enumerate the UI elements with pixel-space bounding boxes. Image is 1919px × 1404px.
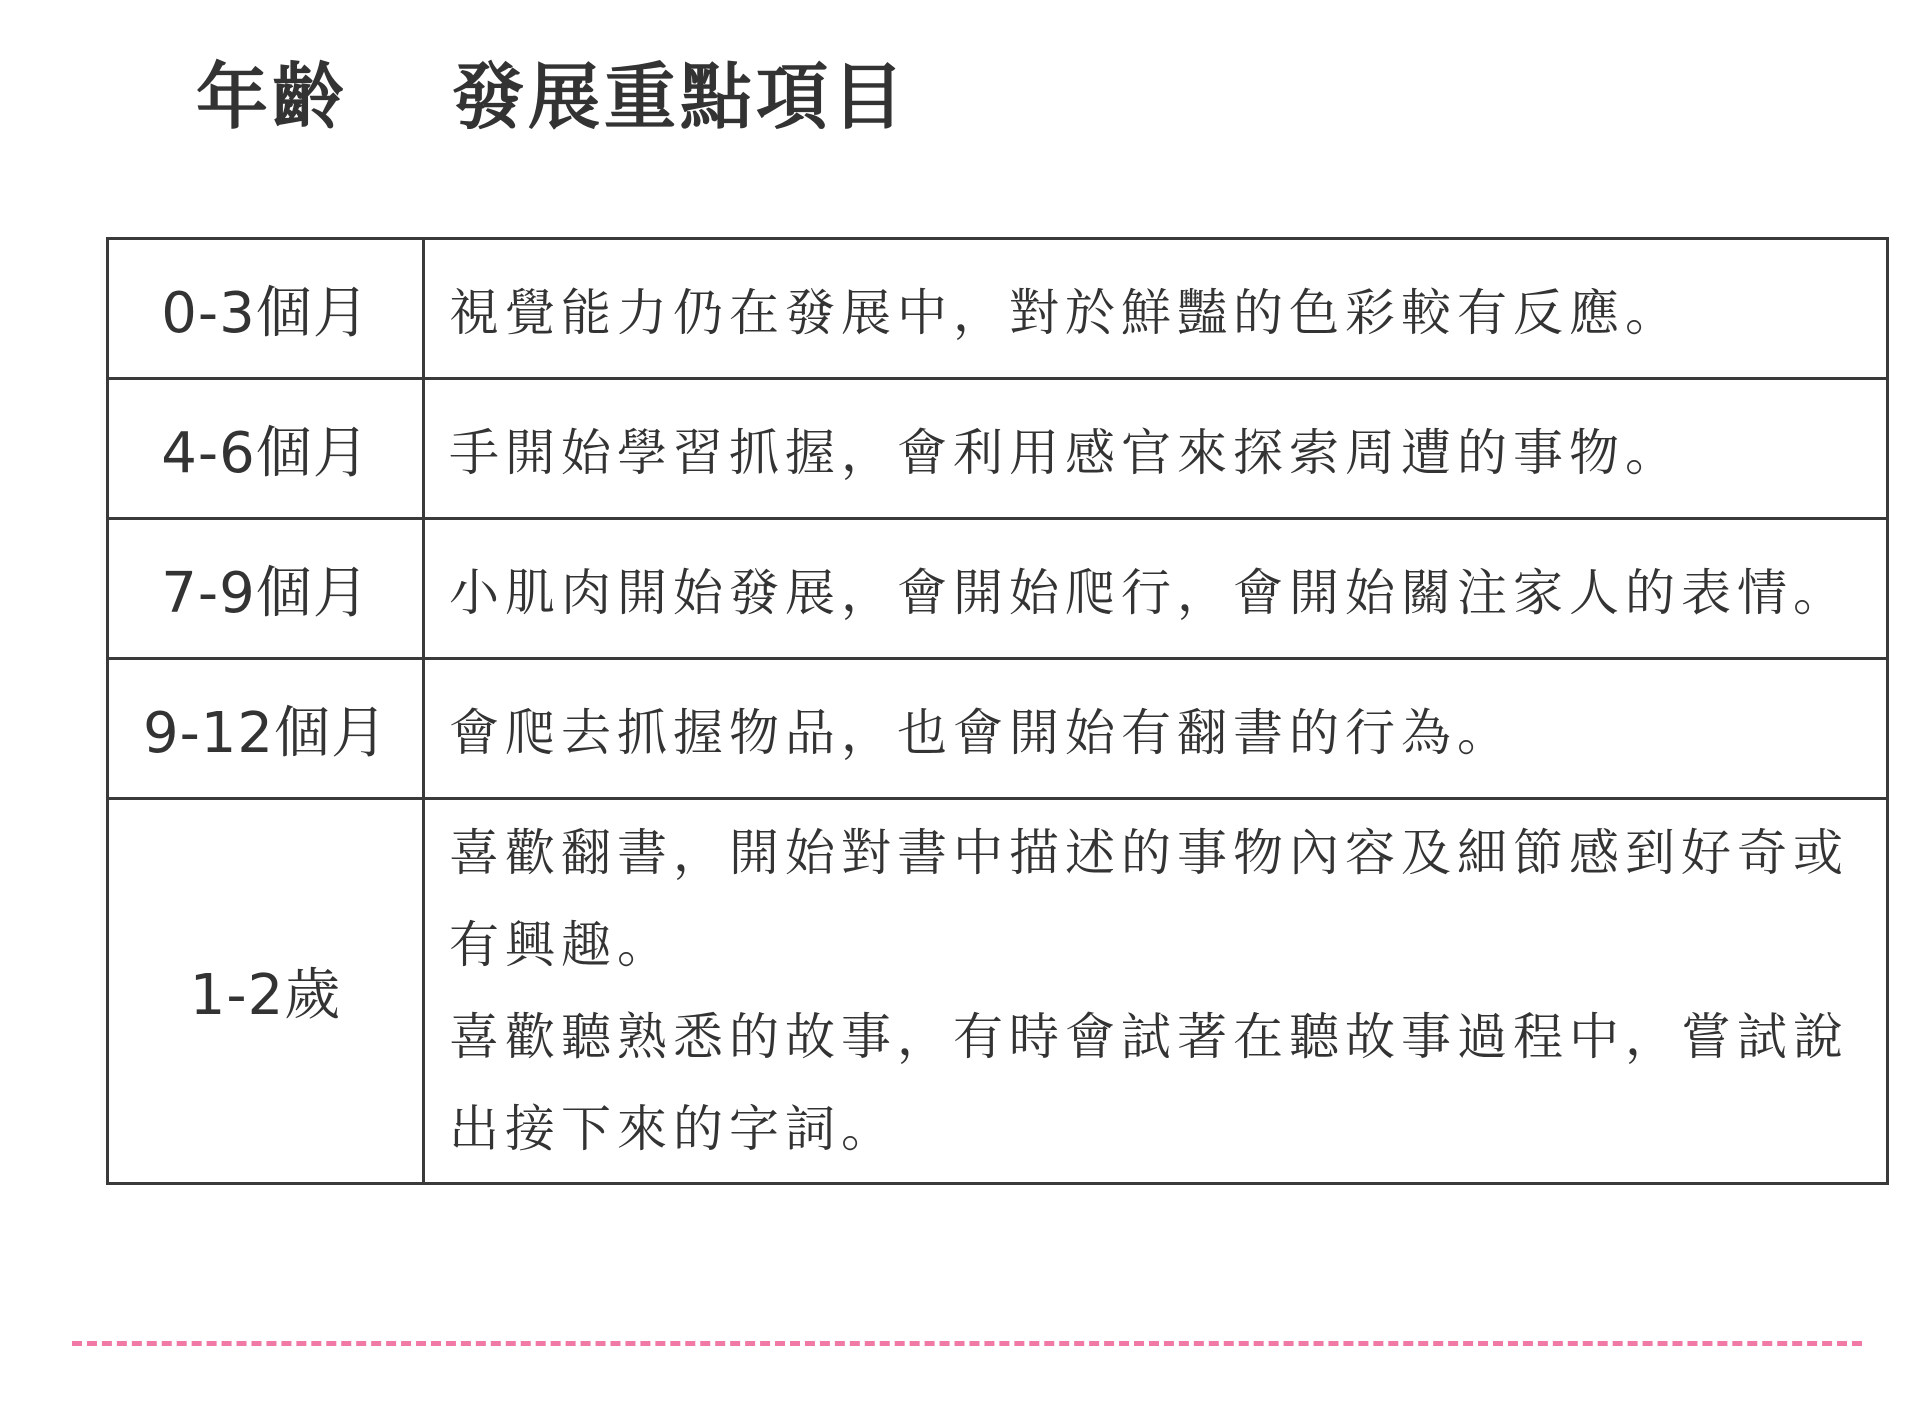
description-paragraph: 喜歡聽熟悉的故事，有時會試著在聽故事過程中，嘗試說出接下來的字詞。 bbox=[449, 1008, 1849, 1158]
table-row bbox=[108, 519, 1888, 659]
table-row bbox=[108, 799, 1888, 1184]
development-items-heading: 發展重點項目 bbox=[452, 55, 909, 139]
table-header bbox=[0, 52, 1919, 142]
description-cell: 小肌肉開始發展，會開始爬行，會開始關注家人的表情。 bbox=[424, 519, 1888, 659]
table-row bbox=[108, 239, 1888, 379]
development-table bbox=[106, 237, 1889, 1185]
description-cell bbox=[424, 799, 1888, 1184]
age-cell: 1-2歲 bbox=[108, 799, 424, 1184]
age-cell: 0-3個月 bbox=[108, 239, 424, 379]
age-cell: 7-9個月 bbox=[108, 519, 424, 659]
age-cell: 4-6個月 bbox=[108, 379, 424, 519]
table-row bbox=[108, 379, 1888, 519]
description-cell: 視覺能力仍在發展中，對於鮮豔的色彩較有反應。 bbox=[424, 239, 1888, 379]
dashed-divider bbox=[72, 1341, 1862, 1346]
age-cell: 9-12個月 bbox=[108, 659, 424, 799]
description-cell: 手開始學習抓握，會利用感官來探索周遭的事物。 bbox=[424, 379, 1888, 519]
age-column-heading: 年齡 bbox=[196, 55, 349, 139]
table-row bbox=[108, 659, 1888, 799]
description-cell: 會爬去抓握物品，也會開始有翻書的行為。 bbox=[424, 659, 1888, 799]
description-paragraph: 喜歡翻書，開始對書中描述的事物內容及細節感到好奇或有興趣。 bbox=[449, 824, 1849, 974]
